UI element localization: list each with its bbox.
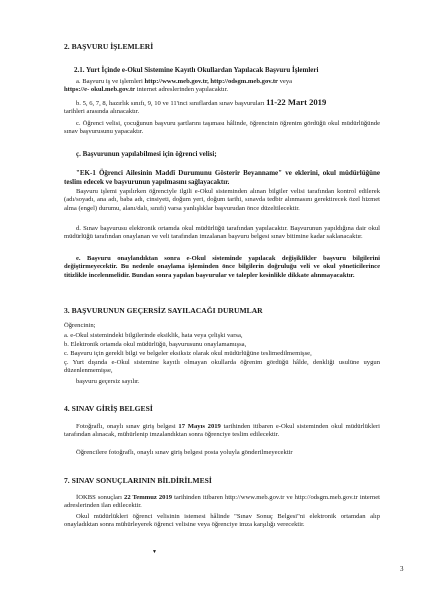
section-4-p1-end: tarihinden itibaren e-Okul sisteminden okul müdürlükleri tarafından alınacak, mühürlenip imzalandıktan sonra öğrenciye teslim edilecektir. (64, 423, 380, 439)
section-7-p1-date: 22 Temmuz 2019 (124, 494, 173, 501)
section-3-item-c: c. Başvuru için gerekli bilgi ve belgeler eksiksiz olarak okul müdürlüğüne teslimedilmemişse, (64, 350, 312, 357)
item-2b-text: b. 5, 6, 7, 8, hazırlık sınıfı, 9, 10 ve 11'inci sınıflardan sınav başvuruları (76, 100, 267, 107)
section-7-p1-start: İOKBS sonuçları (76, 494, 125, 501)
item-2cc-paragraph: Başvuru işlemi yapılırken öğrenciyle ilgili e-Okul sisteminden alınan bilgiler velisi tarafından kontrol edilerek (adı/soyadı, ana adı, baba adı, cinsiyeti, doğum yeri, doğum tarihi, sınavda tedbir alınmasını gerektirecek özel hizmet alma (engel) durumu, alanı/dalı, sınıfı) varsa yanlışlıklar başvurudan önce düzeltilecektir. (64, 188, 380, 212)
section-3-title: 3. BAŞVURUNUN GEÇERSİZ SAYILACAĞI DURUMLAR (64, 306, 263, 315)
item-2a-text: Başvuru iş ve işlemleri (82, 78, 145, 85)
item-2a-letter: a. (76, 78, 81, 85)
section-3-item-a: a. e-Okul sistemindeki bilgilerinde eksiklik, hata veya çelişki varsa, (64, 332, 243, 339)
stray-mark: ▼ (152, 550, 157, 555)
item-2a-tail: veya (277, 78, 293, 85)
item-2a-url2: https://e- okul.meb.gov.tr (64, 86, 136, 94)
section-3-item-cc: ç. Yurt dışında e-Okul sistemine kayıtlı olmayan okullarda öğrenim gördüğü hâlde, denkliği usulüne uygun düzenlenmemişse, (64, 359, 380, 375)
section-7-title: 7. SINAV SONUÇLARININ BİLDİRİLMESİ (64, 476, 212, 485)
item-2cc-title: ç. Başvurunun yapılabilmesi için öğrenci velisi; (76, 150, 217, 158)
section-7-paragraph-1 (64, 494, 380, 511)
section-3-intro: Öğrencinin; (64, 322, 96, 329)
section-7-paragraph-2: Okul müdürlükleri öğrenci velisinin istemesi hâlinde "Sınav Sonuç Belgesi"ni elektronik ortamdan alıp onayladıktan sonra mühürleyerek öğrenci velisine veya öğrenciye imza karşılığı verecektir. (64, 513, 380, 529)
item-2e: e. Başvuru onaylandıktan sonra e-Okul sisteminde yapılacak değişiklikler başvuru bilgilerini değiştirmeyecektir. Bu nedenle onaylama işleminden önce bilgilerin doğruluğu veli ve okul yöneticilerince titizlikle incelenmelidir. Bundan sonra yapılan başvurular ve talepler kesinlikle dikkate alınmayacaktır. (64, 255, 380, 279)
item-2a (64, 78, 380, 95)
item-2d: d. Sınav başvurusu elektronik ortamda okul müdürlüğü tarafından yapılacaktır. Başvurunun yapıldığına dair okul müdürlüğü tarafından onaylanan ve veli tarafından imzalanan başvuru belgesi sınav bitimine kadar saklanacaktır. (64, 225, 380, 241)
section-3-item-b: b. Elektronik ortamda okul müdürlüğü, başvurusunu onaylamamışsa, (64, 341, 247, 348)
section-7-p1-end: tarihinden itibaren http://www.meb.gov.tr ve http://odsgm.meb.gov.tr internet adreslerinden ilan edilecektir. (64, 494, 380, 510)
item-2cc-bold: "EK-1 Öğrenci Ailesinin Maddî Durumunu Gösterir Beyanname" ve eklerini, okul müdürlüğüne teslim edecek ve başvurunun yapılmasını sağlayacaktır. (64, 169, 380, 186)
section-4-title: 4. SINAV GİRİŞ BELGESİ (64, 404, 153, 413)
section-2-title: 2. BAŞVURU İŞLEMLERİ (64, 42, 154, 51)
item-2b (64, 98, 380, 117)
section-4-p1-date: 17 Mayıs 2019 (178, 423, 221, 430)
section-4-paragraph-1 (64, 423, 380, 440)
section-3-closing: başvuru geçersiz sayılır. (76, 378, 140, 385)
section-4-paragraph-2: Öğrencilere fotoğraflı, onaylı sınav giriş belgesi posta yoluyla gönderilmeyecektir (76, 449, 293, 456)
item-2a-tail2: internet adreslerinden yapılacaktır. (135, 86, 229, 94)
item-2a-urls: http://www.meb.gov.tr, http://odsgm.meb.gov.tr (144, 78, 278, 85)
item-2b-date: 11-22 Mart 2019 (266, 97, 327, 107)
section-4-p1-start: Fotoğraflı, onaylı sınav giriş belgesi (76, 423, 179, 430)
page-number: 3 (400, 565, 404, 573)
item-2c: c. Öğrenci velisi, çocuğunun başvuru şartlarını taşıması hâlinde, öğrencinin öğrenim gördüğü okul müdürlüğünde sınav başvurusunu yapacaktır. (64, 120, 380, 136)
section-2-1-title: 2.1. Yurt İçinde e-Okul Sistemine Kayıtlı Okullardan Yapılacak Başvuru İşlemleri (74, 66, 319, 74)
item-2b-tail: tarihleri arasında alınacaktır. (64, 108, 140, 116)
